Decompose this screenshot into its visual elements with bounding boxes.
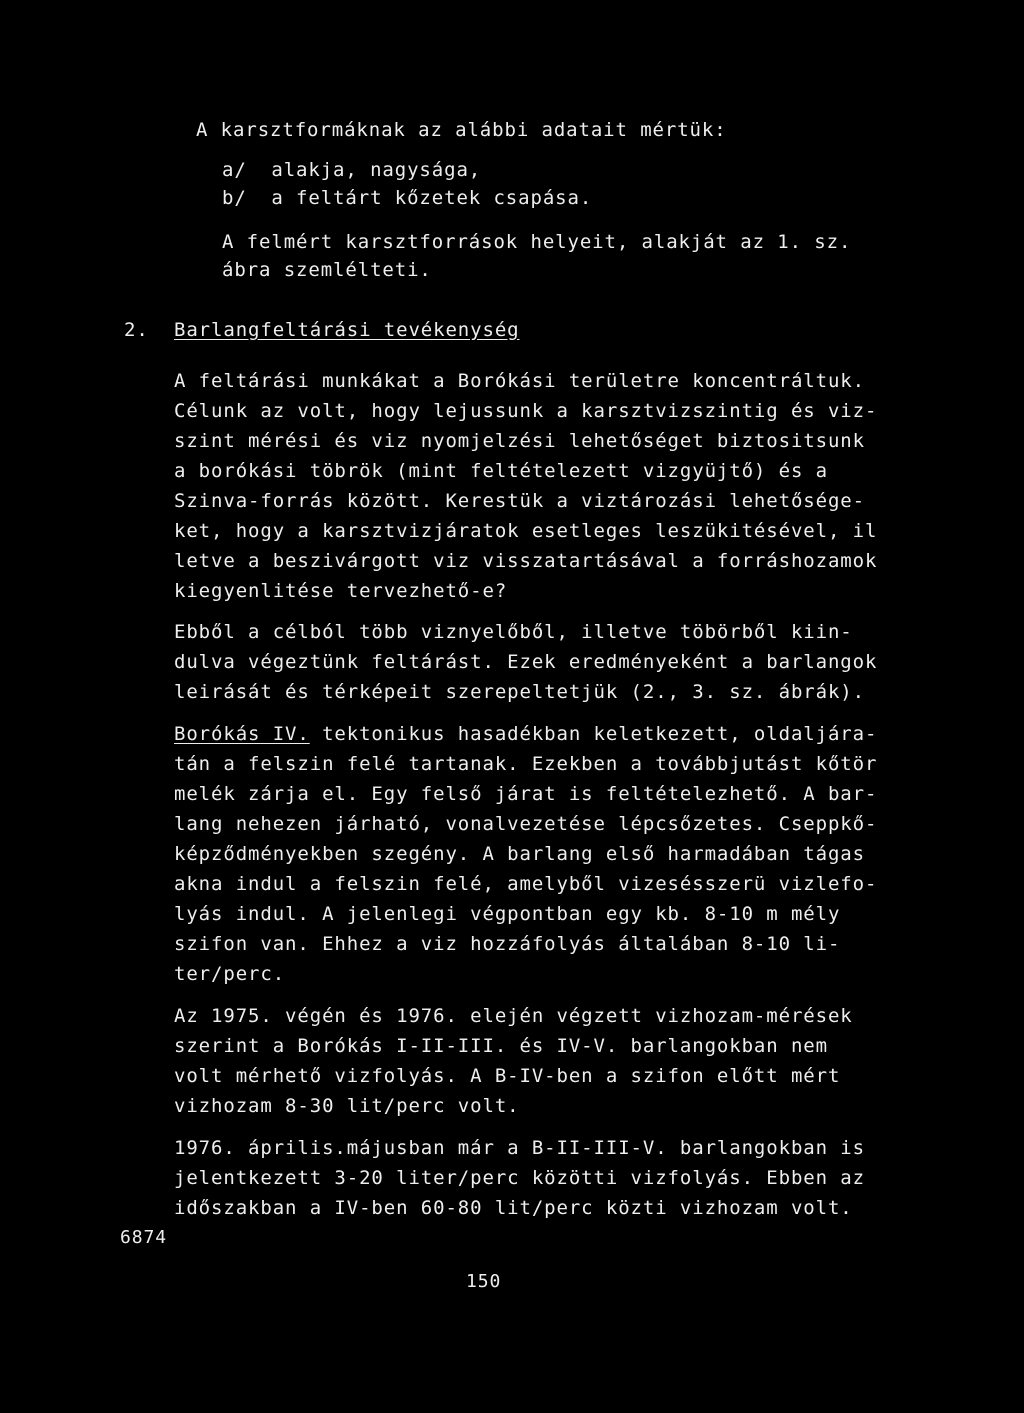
intro-line-2: A felmért karsztforrások helyeit, alakját az 1. sz. <box>222 231 852 253</box>
para3-line-7: lyás indul. A jelenlegi végpontban egy kb. 8-10 m mély <box>174 903 841 925</box>
para5-line-1: 1976. április.májusban már a B-II-III-V. barlangokban is <box>174 1137 865 1159</box>
para1-line-3: szint mérési és viz nyomjelzési lehetőséget biztositsunk <box>174 430 865 452</box>
borokas-iv-label: Borókás IV. <box>174 723 310 745</box>
para2-line-3: leirását és térképeit szerepeltetjük (2., 3. sz. ábrák). <box>174 681 865 703</box>
para1-line-8: kiegyenlitése tervezhető-e? <box>174 580 508 602</box>
para3-line-6: akna indul a felszin felé, amelyből vizesésszerü vizlefo- <box>174 873 878 895</box>
section-number: 2. <box>124 319 149 341</box>
para4-line-3: volt mérhető vizfolyás. A B-IV-ben a szifon előtt mért <box>174 1065 841 1087</box>
para3-line-3: melék zárja el. Egy felső járat is feltételezhető. A bar- <box>174 783 878 805</box>
para3-line-5: képződményekben szegény. A barlang első harmadában tágas <box>174 843 865 865</box>
para3-line-8: szifon van. Ehhez a viz hozzáfolyás általában 8-10 li- <box>174 933 841 955</box>
page-number: 150 <box>466 1271 502 1292</box>
para3-line-1 <box>174 722 877 746</box>
section-heading: Barlangfeltárási tevékenység <box>174 319 520 341</box>
para1-line-1: A feltárási munkákat a Borókási területre koncentráltuk. <box>174 370 865 392</box>
para1-line-4: a borókási töbrök (mint feltételezett vizgyüjtő) és a <box>174 460 828 482</box>
para1-line-6: ket, hogy a karsztvizjáratok esetleges leszükitésével, il <box>174 520 878 542</box>
para3-line-4: lang nehezen járható, vonalvezetése lépcsőzetes. Cseppkő- <box>174 813 878 835</box>
para4-line-2: szerint a Borókás I-II-III. és IV-V. barlangokban nem <box>174 1035 828 1057</box>
intro-item-b: b/ a feltárt kőzetek csapása. <box>222 187 593 209</box>
para1-line-5: Szinva-forrás között. Kerestük a viztározási lehetősége- <box>174 490 865 512</box>
para2-line-1: Ebből a célból több viznyelőből, illetve töbörből kiin- <box>174 621 853 643</box>
para5-line-2: jelentkezett 3-20 liter/perc közötti vizfolyás. Ebben az <box>174 1167 865 1189</box>
para1-line-2: Célunk az volt, hogy lejussunk a karsztvizszintig és viz- <box>174 400 878 422</box>
para2-line-2: dulva végeztünk feltárást. Ezek eredményeként a barlangok <box>174 651 878 673</box>
para3-line-1-rest: tektonikus hasadékban keletkezett, oldaljára- <box>309 723 878 745</box>
para3-line-9: ter/perc. <box>174 963 286 985</box>
para4-line-4: vizhozam 8-30 lit/perc volt. <box>174 1095 520 1117</box>
para4-line-1: Az 1975. végén és 1976. elején végzett vizhozam-mérések <box>174 1005 853 1027</box>
intro-line-3: ábra szemlélteti. <box>222 259 432 281</box>
para3-line-2: tán a felszin felé tartanak. Ezekben a továbbjutást kőtör <box>174 753 878 775</box>
para5-line-3: időszakban a IV-ben 60-80 lit/perc közti vizhozam volt. <box>174 1197 853 1219</box>
archive-number: 6874 <box>120 1227 167 1248</box>
para1-line-7: letve a beszivárgott viz visszatartásával a forráshozamok <box>174 550 878 572</box>
intro-item-a: a/ alakja, nagysága, <box>222 159 482 181</box>
intro-line-1: A karsztformáknak az alábbi adatait mértük: <box>196 119 727 141</box>
